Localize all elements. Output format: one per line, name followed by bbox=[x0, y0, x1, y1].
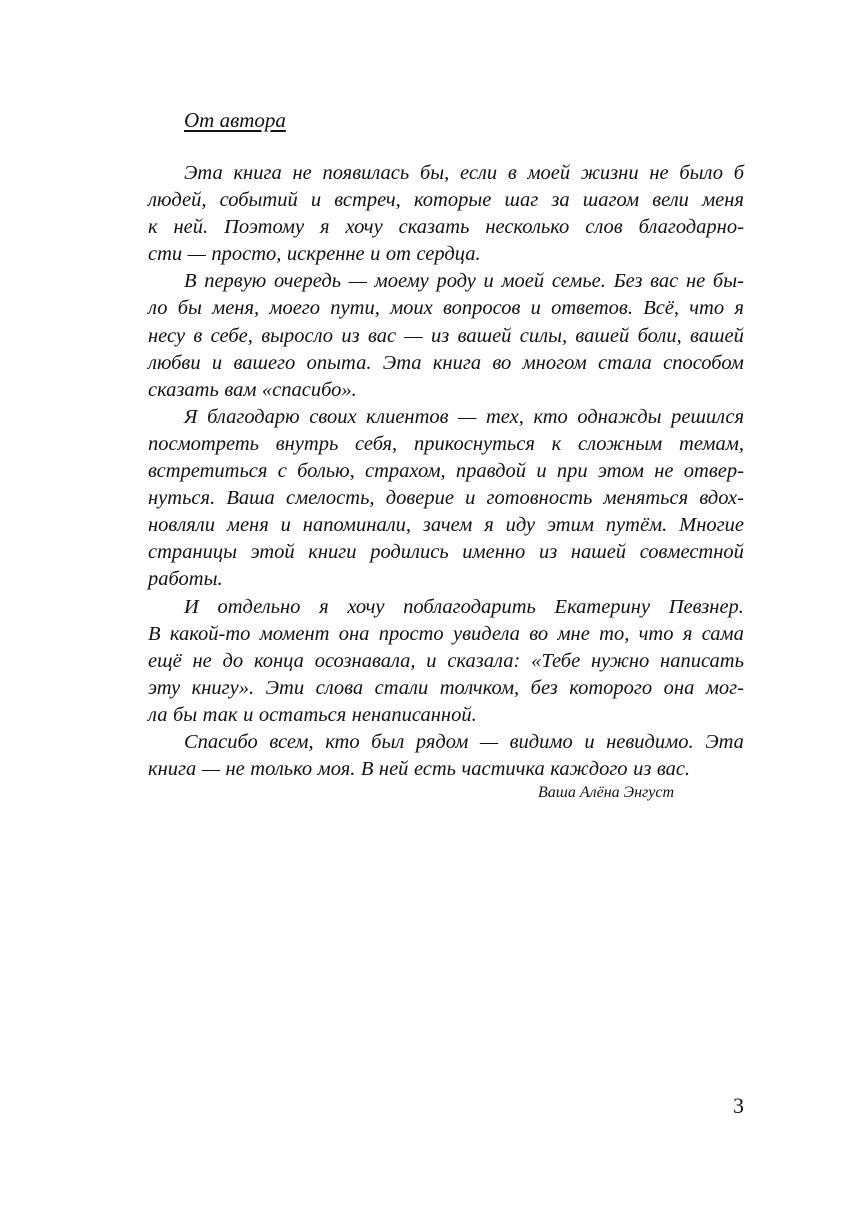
text-line: людей, событий и встреч, которые шаг за шагом вели меня bbox=[148, 189, 744, 212]
text-line: ещё не до конца осознавала, и сказала: «Тебе нужно написать bbox=[148, 649, 744, 672]
page-number: 3 bbox=[733, 1093, 744, 1118]
text-line: И отдельно я хочу поблагодарить Екатерину Певзнер. bbox=[184, 595, 744, 618]
text-line: ла бы так и остаться ненаписанной. bbox=[148, 703, 477, 726]
text-line: к ней. Поэтому я хочу сказать несколько слов благодарно- bbox=[148, 216, 744, 239]
text-line: страницы этой книги родились именно из нашей совместной bbox=[148, 541, 744, 564]
text-line: книга — не только моя. В ней есть частичка каждого из вас. bbox=[148, 758, 691, 781]
text-line: посмотреть внутрь себя, прикоснуться к сложным темам, bbox=[148, 432, 744, 455]
text-line: Эта книга не появилась бы, если в моей жизни не было б bbox=[184, 162, 744, 184]
text-line: Спасибо всем, кто был рядом — видимо и невидимо. Эта bbox=[184, 730, 744, 753]
text-line: Я благодарю своих клиентов — тех, кто однажды решился bbox=[184, 405, 744, 428]
text-line: эту книгу». Эти слова стали толчком, без которого она мог- bbox=[148, 676, 744, 699]
text-line: В какой-то момент она просто увидела во мне то, что я сама bbox=[148, 622, 744, 645]
text-line: В первую очередь — моему роду и моей семье. Без вас не бы- bbox=[184, 270, 744, 293]
text-line: работы. bbox=[148, 568, 223, 591]
section-heading: От автора bbox=[184, 108, 286, 132]
text-line: любви и вашего опыта. Эта книга во многом стала способом bbox=[148, 351, 744, 374]
text-line: встретиться с болью, страхом, правдой и при этом не отвер- bbox=[148, 460, 744, 483]
text-line: ло бы меня, моего пути, моих вопросов и ответов. Всё, что я bbox=[148, 297, 744, 320]
text-line: сказать вам «спасибо». bbox=[148, 378, 357, 401]
text-line: несу в себе, выросло из вас — из вашей силы, вашей боли, вашей bbox=[148, 324, 744, 347]
text-line: нуться. Ваша смелость, доверие и готовность меняться вдох- bbox=[148, 487, 744, 510]
body-text bbox=[148, 160, 744, 783]
text-line: сти — просто, искренне и от сердца. bbox=[148, 243, 481, 266]
text-line: новляли меня и напоминали, зачем я иду этим путём. Многие bbox=[148, 514, 744, 537]
author-signature: Ваша Алёна Энгуст bbox=[538, 784, 675, 801]
